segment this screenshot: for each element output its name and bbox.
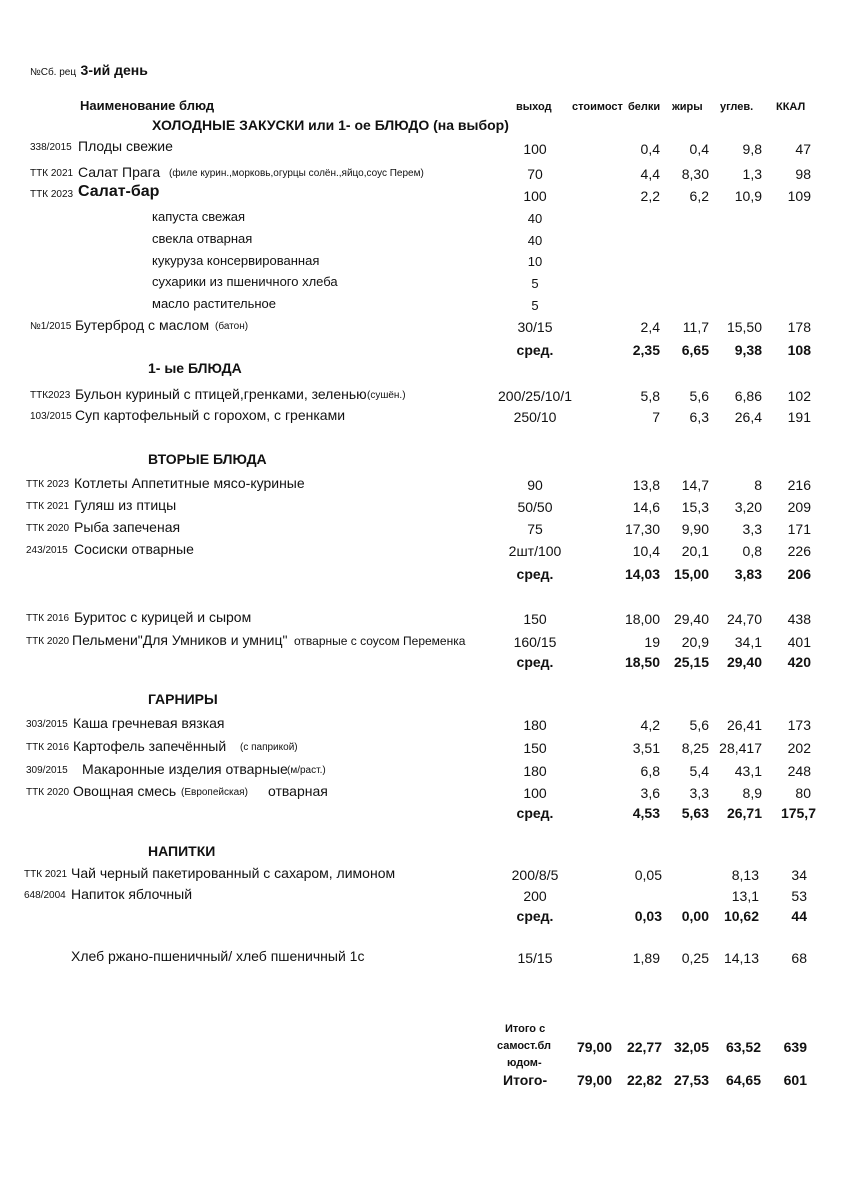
dish-name: Каша гречневая вязкая	[73, 715, 225, 731]
yield-value: 100	[523, 785, 547, 801]
total-label-line2: самост.бл	[497, 1040, 552, 1052]
fat-value: 20,9	[681, 634, 709, 650]
kcal-value: 178	[787, 319, 811, 335]
yield-value: 180	[523, 763, 547, 779]
yield-value: 75	[527, 521, 543, 537]
protein-value: 3,51	[632, 740, 660, 756]
carbs-value: 15,50	[726, 319, 762, 335]
column-header-fat: жиры	[672, 101, 703, 113]
fat-value: 5,4	[689, 763, 709, 779]
ingredient-yield: 40	[527, 211, 543, 226]
recipe-code: 103/2015	[30, 411, 72, 422]
recipe-code: 648/2004	[24, 890, 66, 901]
kcal-value: 173	[787, 717, 811, 733]
dish-name: Бульон куриный с птицей,гренками, зеленью	[75, 386, 367, 402]
recipe-code: 338/2015	[30, 142, 72, 153]
fat-value: 14,7	[681, 477, 709, 493]
carbs-value: 8,13	[731, 867, 759, 883]
fat-value: 8,30	[681, 166, 709, 182]
fat-value: 25,15	[673, 654, 709, 670]
protein-value: 4,4	[640, 166, 660, 182]
fat-value: 5,63	[681, 805, 709, 821]
yield-value: 100	[523, 141, 547, 157]
protein-value: 4,53	[632, 805, 660, 821]
kcal-value: 248	[787, 763, 811, 779]
total-label-line1: Итого с	[505, 1023, 546, 1035]
fat-value: 29,40	[673, 611, 709, 627]
ingredient-yield: 5	[531, 298, 539, 313]
kcal-value: 34	[791, 867, 807, 883]
kcal-value: 109	[787, 188, 811, 204]
fat-value: 0,25	[681, 950, 709, 966]
fat-value: 0,00	[681, 908, 709, 924]
protein-value: 2,2	[640, 188, 660, 204]
average-label: сред.	[516, 342, 554, 358]
carbs-value: 6,86	[734, 388, 762, 404]
dish-name: Овощная смесь	[73, 783, 177, 799]
fat-value: 27,53	[673, 1072, 709, 1088]
carbs-value: 10,62	[723, 908, 759, 924]
fat-value: 15,3	[681, 499, 709, 515]
section-title-second-courses: ВТОРЫЕ БЛЮДА	[148, 451, 267, 467]
dish-name: Гуляш из птицы	[74, 497, 177, 513]
kcal-value: 44	[791, 908, 807, 924]
recipe-code: ТТК 2020	[26, 523, 70, 534]
yield-value: 100	[523, 188, 547, 204]
yield-value: 70	[527, 166, 543, 182]
yield-value: 200/25/10/1	[498, 388, 572, 404]
carbs-value: 26,41	[726, 717, 762, 733]
kcal-value: 108	[787, 342, 811, 358]
dish-name: Чай черный пакетированный с сахаром, лимоном	[71, 865, 396, 881]
fat-value: 11,7	[682, 319, 709, 335]
yield-value: 200	[523, 888, 547, 904]
protein-value: 3,6	[640, 785, 660, 801]
dish-note: (филе курин.,морковь,огурцы солён.,яйцо,соус Перем)	[169, 168, 424, 179]
protein-value: 1,89	[632, 950, 660, 966]
protein-value: 17,30	[624, 521, 660, 537]
kcal-value: 226	[787, 543, 811, 559]
fat-value: 32,05	[673, 1039, 709, 1055]
protein-value: 7	[652, 409, 660, 425]
recipe-code: ТТК 2021	[26, 501, 70, 512]
yield-value: 30/15	[517, 319, 553, 335]
section-title-cold-appetizers: ХОЛОДНЫЕ ЗАКУСКИ или 1- ое БЛЮДО (на выбор)	[152, 117, 509, 133]
protein-value: 14,03	[624, 566, 660, 582]
fat-value: 6,2	[689, 188, 709, 204]
carbs-value: 9,8	[742, 141, 762, 157]
ingredient-name: капуста свежая	[152, 209, 246, 224]
recipe-code: ТТК 2020	[26, 636, 70, 647]
protein-value: 0,4	[640, 141, 660, 157]
column-header-yield: выход	[516, 101, 552, 113]
dish-name: Бутерброд с маслом	[75, 317, 210, 333]
dish-name: Пельмени"Для Умников и умниц"	[72, 632, 288, 648]
yield-value: 250/10	[513, 409, 557, 425]
carbs-value: 26,71	[726, 805, 762, 821]
carbs-value: 26,4	[734, 409, 762, 425]
column-header-protein: белки	[628, 101, 661, 113]
cost-value: 79,00	[576, 1039, 612, 1055]
fat-value: 5,6	[689, 717, 709, 733]
protein-value: 14,6	[632, 499, 660, 515]
total-label: Итого-	[503, 1072, 548, 1088]
ingredient-name: масло растительное	[152, 296, 277, 311]
column-header-name: Наименование блюд	[80, 98, 215, 113]
dish-name: Салат Прага	[78, 164, 161, 180]
fat-value: 9,90	[681, 521, 709, 537]
yield-value: 150	[523, 740, 547, 756]
kcal-value: 102	[787, 388, 811, 404]
carbs-value: 24,70	[726, 611, 762, 627]
fat-value: 8,25	[681, 740, 709, 756]
dish-name: Рыба запеченая	[74, 519, 181, 535]
kcal-value: 98	[795, 166, 811, 182]
dish-name: Картофель запечённый	[73, 738, 227, 754]
ingredient-name: кукуруза консервированная	[152, 253, 320, 268]
carbs-value: 64,65	[725, 1072, 761, 1088]
dish-note: (с паприкой)	[240, 742, 298, 753]
kcal-value: 216	[787, 477, 811, 493]
protein-value: 4,2	[640, 717, 660, 733]
kcal-value: 202	[787, 740, 811, 756]
section-title-side-dishes: ГАРНИРЫ	[148, 691, 218, 707]
average-label: сред.	[516, 566, 554, 582]
kcal-value: 175,7	[780, 805, 816, 821]
protein-value: 22,77	[626, 1039, 662, 1055]
carbs-value: 29,40	[726, 654, 762, 670]
carbs-value: 34,1	[734, 634, 762, 650]
protein-value: 2,35	[632, 342, 660, 358]
average-label: сред.	[516, 654, 554, 670]
recipe-code: ТТК 2023	[26, 479, 70, 490]
dish-note: (м/раст.)	[287, 765, 326, 776]
dish-name: Плоды свежие	[78, 138, 173, 154]
protein-value: 5,8	[640, 388, 660, 404]
recipe-code: ТТК 2021	[30, 168, 74, 179]
kcal-value: 209	[787, 499, 811, 515]
column-header-cost: стоимост	[572, 101, 623, 113]
carbs-value: 8	[754, 477, 762, 493]
column-header-kcal: ККАЛ	[776, 101, 806, 113]
yield-value: 2шт/100	[508, 543, 562, 559]
kcal-value: 68	[791, 950, 807, 966]
recipe-code: 309/2015	[26, 765, 68, 776]
ingredient-name: сухарики из пшеничного хлеба	[152, 274, 338, 289]
protein-value: 18,50	[624, 654, 660, 670]
ingredient-yield: 10	[527, 254, 543, 269]
protein-value: 6,8	[640, 763, 660, 779]
kcal-value: 639	[783, 1039, 807, 1055]
dish-name: Напиток яблочный	[71, 886, 193, 902]
fat-value: 6,3	[689, 409, 709, 425]
average-label: сред.	[516, 908, 554, 924]
yield-value: 160/15	[513, 634, 557, 650]
dish-name-suffix: отварная	[268, 783, 328, 799]
recipe-code: ТТК 2020	[26, 787, 70, 798]
dish-name: Салат-бар	[78, 183, 160, 200]
kcal-value: 171	[787, 521, 811, 537]
yield-value: 15/15	[517, 950, 553, 966]
carbs-value: 10,9	[734, 188, 762, 204]
dish-note: (Европейская)	[181, 787, 248, 798]
dish-name: Хлеб ржано-пшеничный/ хлеб пшеничный 1с	[71, 948, 365, 964]
dish-name: Макаронные изделия отварные	[82, 761, 288, 777]
dish-note: (сушён.)	[367, 390, 406, 401]
recipe-code: ТТК 2021	[24, 869, 68, 880]
protein-value: 2,4	[640, 319, 660, 335]
recipe-code: 243/2015	[26, 545, 68, 556]
kcal-value: 191	[787, 409, 811, 425]
recipe-code: №1/2015	[30, 321, 72, 332]
protein-value: 18,00	[624, 611, 660, 627]
protein-value: 0,05	[634, 867, 662, 883]
carbs-value: 3,3	[742, 521, 762, 537]
kcal-value: 206	[787, 566, 811, 582]
carbs-value: 1,3	[742, 166, 762, 182]
cost-value: 79,00	[576, 1072, 612, 1088]
kcal-value: 601	[783, 1072, 807, 1088]
ingredient-yield: 5	[531, 276, 539, 291]
fat-value: 5,6	[689, 388, 709, 404]
carbs-value: 9,38	[734, 342, 762, 358]
recipe-code: 303/2015	[26, 719, 68, 730]
dish-note: (батон)	[215, 321, 249, 332]
dish-name: Суп картофельный с горохом, с гренками	[75, 407, 346, 423]
dish-name: Котлеты Аппетитные мясо-куриные	[74, 475, 305, 491]
dish-name: Сосиски отварные	[74, 541, 194, 557]
recipe-code: ТТК2023	[30, 390, 71, 401]
yield-value: 90	[527, 477, 543, 493]
dish-note: отварные с соусом Переменка	[294, 634, 466, 648]
protein-value: 0,03	[634, 908, 662, 924]
day-title: 3-ий день	[80, 62, 148, 78]
carbs-value: 0,8	[742, 543, 762, 559]
yield-value: 200/8/5	[511, 867, 559, 883]
fat-value: 20,1	[681, 543, 709, 559]
carbs-value: 3,20	[734, 499, 762, 515]
kcal-value: 420	[787, 654, 811, 670]
protein-value: 13,8	[632, 477, 660, 493]
protein-value: 10,4	[632, 543, 660, 559]
protein-value: 22,82	[626, 1072, 662, 1088]
carbs-value: 3,83	[734, 566, 762, 582]
kcal-value: 80	[795, 785, 811, 801]
average-label: сред.	[516, 805, 554, 821]
ingredient-name: свекла отварная	[152, 231, 253, 246]
fat-value: 3,3	[689, 785, 709, 801]
yield-value: 150	[523, 611, 547, 627]
kcal-value: 438	[787, 611, 811, 627]
section-title-first-courses: 1- ые БЛЮДА	[148, 360, 242, 376]
carbs-value: 28,417	[719, 740, 762, 756]
fat-value: 0,4	[689, 141, 709, 157]
recipe-code: ТТК 2016	[26, 742, 70, 753]
fat-value: 15,00	[673, 566, 709, 582]
yield-value: 50/50	[517, 499, 553, 515]
carbs-value: 14,13	[723, 950, 759, 966]
total-label-line3: юдом-	[507, 1057, 542, 1069]
ingredient-yield: 40	[527, 233, 543, 248]
kcal-value: 47	[795, 141, 811, 157]
column-header-carbs: углев.	[720, 101, 754, 113]
section-title-drinks: НАПИТКИ	[148, 843, 216, 859]
kcal-value: 53	[791, 888, 807, 904]
fat-value: 6,65	[681, 342, 709, 358]
carbs-value: 63,52	[725, 1039, 761, 1055]
kcal-value: 401	[787, 634, 811, 650]
yield-value: 180	[523, 717, 547, 733]
document-header	[30, 62, 148, 80]
carbs-value: 8,9	[742, 785, 762, 801]
recipe-ref-label: №Сб. рец	[30, 67, 77, 78]
protein-value: 19	[644, 634, 660, 650]
dish-name: Буритос с курицей и сыром	[74, 609, 252, 625]
recipe-code: ТТК 2023	[30, 189, 74, 200]
carbs-value: 13,1	[731, 888, 759, 904]
carbs-value: 43,1	[734, 763, 762, 779]
recipe-code: ТТК 2016	[26, 613, 70, 624]
